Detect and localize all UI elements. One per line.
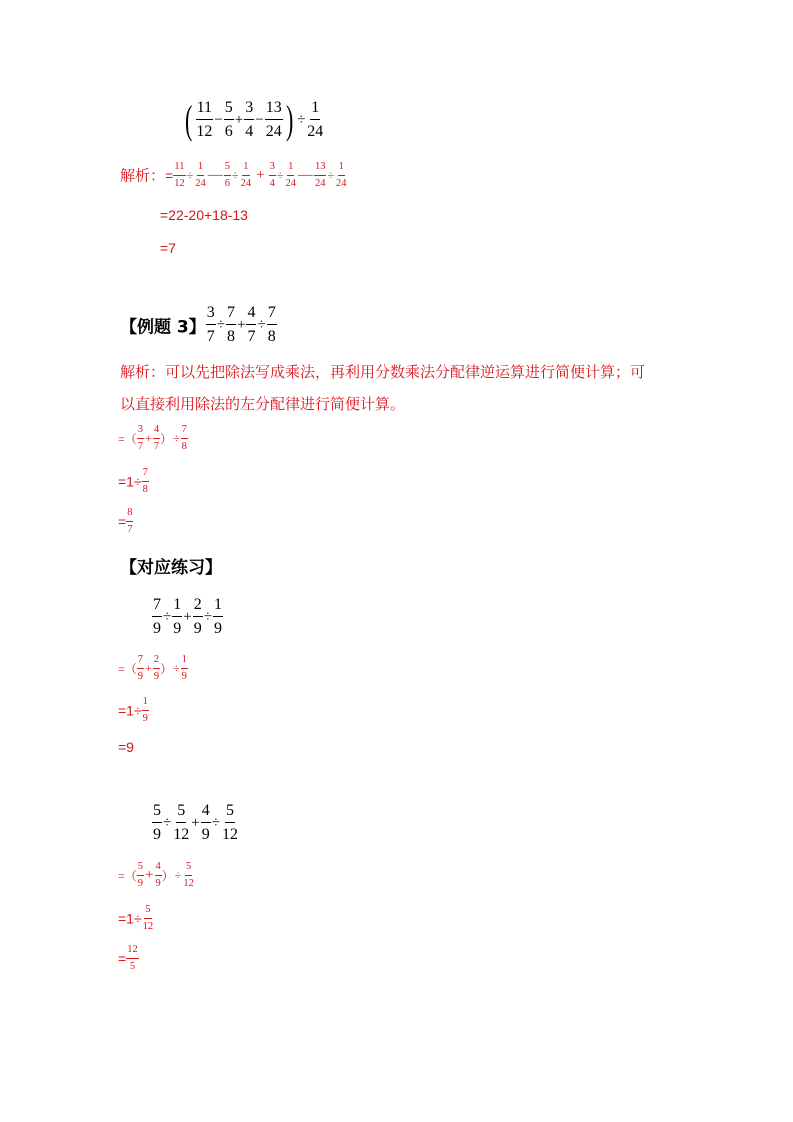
fraction: $\frac{3}{7}$	[206, 304, 215, 345]
fraction: $\frac{4}{7}$	[247, 304, 256, 345]
fraction: $\frac{5}{12}$	[142, 904, 154, 932]
fraction: $\frac{8}{7}$	[127, 507, 133, 535]
example3-step3: = $\frac{8}{7}$	[118, 507, 133, 535]
practice-q2-step2: =1÷ $\frac{5}{12}$	[118, 904, 154, 932]
fraction: $\frac{1}{9}$	[213, 596, 222, 637]
problem1-expression: ( $\frac{11}{12}$ − $\frac{5}{6}$ + $\frac{3}{4}$ − $\frac{13}{24}$ ) ÷ $\frac{1}{24}$	[184, 97, 324, 142]
fraction: $\frac{1}{9}$	[173, 596, 182, 637]
problem1-line2: =22-20+18-13	[160, 207, 248, 223]
example3-heading: 【例题 3】	[120, 317, 206, 338]
analysis-label: 解析：	[120, 166, 166, 185]
fraction: $\frac{1}{24}$	[336, 161, 347, 189]
fraction: $\frac{11}{12}$	[174, 161, 185, 189]
fraction: $\frac{11}{12}$	[196, 99, 213, 140]
practice-q1-step1: =（ $\frac{7}{9}$ + $\frac{2}{9}$ ）÷ $\frac{1}{9}$	[118, 654, 187, 682]
left-paren: (	[184, 97, 193, 142]
example3-analysis-line1: 解析：可以先把除法写成乘法，再利用分数乘法分配律逆运算进行简便计算；可	[120, 363, 646, 381]
fraction: $\frac{5}{6}$	[224, 161, 231, 189]
fraction: $\frac{2}{9}$	[153, 654, 160, 682]
fraction: $\frac{7}{9}$	[137, 654, 144, 682]
fraction: $\frac{1}{24}$	[240, 161, 252, 189]
fraction: $\frac{4}{9}$	[155, 861, 161, 889]
fraction: $\frac{5}{12}$	[183, 861, 194, 889]
fraction: $\frac{2}{9}$	[193, 596, 202, 637]
fraction: $\frac{1}{9}$	[142, 696, 148, 724]
practice-heading: 【对应练习】	[120, 558, 222, 578]
practice-q1-step3: =9	[118, 739, 134, 755]
fraction: $\frac{4}{7}$	[153, 424, 160, 452]
example3-step2: =1÷ $\frac{7}{8}$	[118, 467, 148, 495]
fraction: $\frac{13}{24}$	[314, 161, 326, 189]
example3-title-line: 【例题 3】 $\frac{3}{7}$ ÷ $\frac{7}{8}$ + $\frac{4}{7}$ ÷ $\frac{7}{8}$	[120, 304, 276, 345]
fraction: $\frac{13}{24}$	[265, 99, 282, 140]
fraction: $\frac{5}{6}$	[224, 99, 233, 140]
fraction: $\frac{7}{8}$	[267, 304, 276, 345]
fraction: $\frac{3}{4}$	[269, 161, 275, 189]
fraction: $\frac{7}{9}$	[153, 596, 161, 637]
fraction: $\frac{7}{8}$	[181, 424, 187, 452]
fraction: $\frac{1}{24}$	[285, 161, 296, 189]
example3-step1: =（ $\frac{3}{7}$ + $\frac{4}{7}$ ）÷ $\frac{7}{8}$	[118, 424, 187, 452]
fraction: $\frac{1}{24}$	[307, 99, 324, 140]
problem1-analysis-line1: 解析：= $\frac{11}{12}$ ÷ $\frac{1}{24}$ — $\frac{5}{6}$ ÷ $\frac{1}{24}$ + $\frac{3}{4}$ ÷ $\frac{1}{24}$ — $\frac{13}{24}$ ÷ $\frac{1}{24}$	[120, 161, 347, 189]
right-paren: )	[285, 97, 294, 142]
practice-q1-expression: $\frac{7}{9}$ ÷ $\frac{1}{9}$ + $\frac{2}{9}$ ÷ $\frac{1}{9}$	[153, 596, 222, 637]
fraction: $\frac{4}{9}$	[201, 802, 210, 843]
fraction: $\frac{7}{8}$	[226, 304, 235, 345]
fraction: $\frac{5}{12}$	[173, 802, 190, 843]
fraction: $\frac{1}{24}$	[195, 161, 206, 189]
practice-q2-step1: =（ $\frac{5}{9}$ + $\frac{4}{9}$ ）÷ $\frac{5}{12}$	[118, 861, 194, 889]
fraction: $\frac{1}{9}$	[181, 654, 187, 682]
example3-analysis-line2: 以直接利用除法的左分配律进行简便计算。	[120, 395, 406, 413]
practice-q2-expression: $\frac{5}{9}$ ÷ $\frac{5}{12}$ + $\frac{4}{9}$ ÷ $\frac{5}{12}$	[153, 802, 238, 843]
fraction: $\frac{12}{5}$	[127, 944, 138, 972]
problem1-line3: =7	[160, 240, 176, 256]
fraction: $\frac{3}{7}$	[137, 424, 144, 452]
practice-q2-step3: = $\frac{12}{5}$	[118, 944, 138, 972]
fraction: $\frac{7}{8}$	[142, 467, 148, 495]
fraction: $\frac{5}{12}$	[221, 802, 238, 843]
practice-q1-step2: =1÷ $\frac{1}{9}$	[118, 696, 148, 724]
fraction: $\frac{5}{9}$	[153, 802, 161, 843]
fraction: $\frac{5}{9}$	[137, 861, 144, 889]
fraction: $\frac{3}{4}$	[245, 99, 254, 140]
